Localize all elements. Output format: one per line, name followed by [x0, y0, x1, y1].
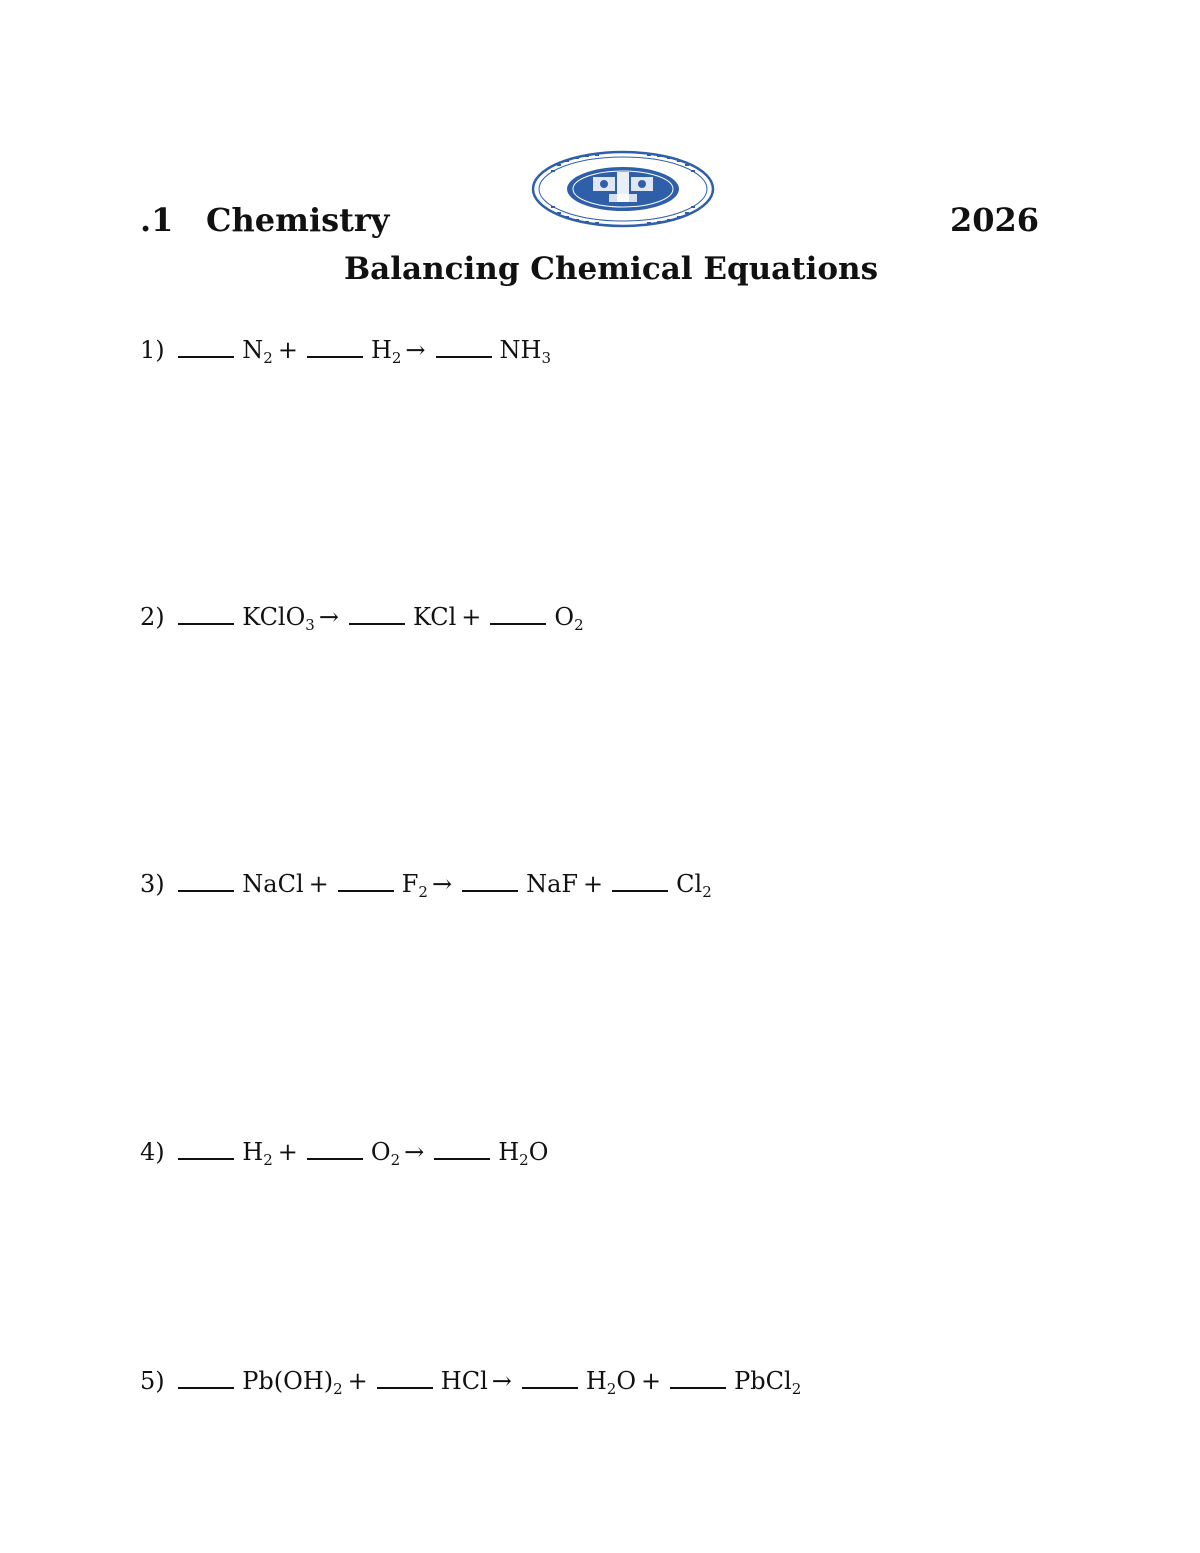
chemical-formula — [242, 1138, 273, 1169]
chemical-formula — [734, 1367, 802, 1398]
formula-text: KClO — [242, 603, 306, 631]
chemical-formula — [370, 336, 402, 367]
chemical-formula — [413, 603, 456, 631]
chemical-formula — [498, 1138, 549, 1169]
chemical-formula — [401, 870, 428, 901]
worksheet-title: Balancing Chemical Equations — [343, 251, 879, 287]
chemical-formula — [242, 336, 273, 367]
coefficient-blank[interactable] — [612, 870, 668, 892]
formula-text: H — [370, 336, 392, 364]
coefficient-blank[interactable] — [462, 870, 518, 892]
formula-subscript: 3 — [541, 349, 552, 367]
formula-text: HCl — [440, 1367, 488, 1395]
reaction-arrow: → — [318, 603, 339, 631]
formula-subscript: 3 — [305, 616, 315, 634]
chemical-formula — [370, 1138, 401, 1169]
plus-sign: + — [277, 336, 298, 364]
formula-text: Cl — [676, 870, 703, 898]
formula-text: H — [498, 1138, 520, 1166]
subject-heading: Chemistry — [206, 201, 390, 239]
chemical-formula — [441, 1367, 488, 1395]
plus-sign: + — [461, 603, 482, 631]
chemical-formula — [585, 1367, 637, 1398]
chemical-formula — [242, 870, 303, 898]
equation-3 — [140, 868, 712, 900]
reaction-arrow: → — [404, 1138, 425, 1166]
coefficient-blank[interactable] — [178, 336, 234, 358]
coefficient-blank[interactable] — [178, 870, 234, 892]
formula-text: NaCl — [242, 870, 304, 898]
equation-label: 2) — [140, 603, 165, 631]
plus-sign: + — [308, 870, 329, 898]
formula-subscript: 2 — [606, 1380, 617, 1398]
formula-subscript: 2 — [391, 349, 402, 367]
formula-subscript: 2 — [263, 349, 273, 367]
equation-4 — [140, 1136, 548, 1168]
chemical-formula — [242, 1367, 343, 1398]
formula-text: O — [528, 1138, 549, 1166]
year-heading: 2026 — [949, 201, 1039, 239]
equation-label: 4) — [140, 1138, 165, 1166]
formula-subscript: 2 — [333, 1380, 343, 1398]
chemical-formula — [526, 870, 578, 898]
equation-5 — [140, 1365, 801, 1397]
formula-text: NH — [499, 336, 542, 364]
plus-sign: + — [583, 870, 604, 898]
coefficient-blank[interactable] — [178, 603, 234, 625]
plus-sign: + — [641, 1367, 662, 1395]
coefficient-blank[interactable] — [307, 336, 363, 358]
equation-label: 1) — [140, 336, 165, 364]
equation-1 — [140, 334, 551, 366]
formula-text: NaF — [526, 870, 579, 898]
reaction-arrow: → — [405, 336, 426, 364]
formula-text: H — [242, 1138, 264, 1166]
formula-text: H — [585, 1367, 607, 1395]
coefficient-blank[interactable] — [377, 1367, 433, 1389]
formula-text: PbCl — [734, 1367, 792, 1395]
coefficient-blank[interactable] — [307, 1138, 363, 1160]
formula-text: N — [242, 336, 264, 364]
coefficient-blank[interactable] — [349, 603, 405, 625]
formula-subscript: 2 — [418, 883, 428, 901]
reaction-arrow: → — [491, 1367, 512, 1395]
coefficient-blank[interactable] — [178, 1367, 234, 1389]
formula-subscript: 2 — [791, 1380, 802, 1398]
formula-subscript: 2 — [702, 883, 712, 901]
chemical-formula — [554, 603, 584, 634]
formula-text: F — [401, 870, 419, 898]
coefficient-blank[interactable] — [434, 1138, 490, 1160]
formula-text: KCl — [412, 603, 457, 631]
formula-text: O — [616, 1367, 637, 1395]
worksheet-number: .1 — [140, 201, 174, 239]
coefficient-blank[interactable] — [670, 1367, 726, 1389]
reaction-arrow: → — [431, 870, 453, 898]
formula-subscript: 2 — [574, 616, 584, 634]
formula-text: O — [370, 1138, 391, 1166]
equation-label: 3) — [140, 870, 165, 898]
plus-sign: + — [277, 1138, 298, 1166]
plus-sign: + — [347, 1367, 368, 1395]
formula-text: O — [554, 603, 575, 631]
equation-2 — [140, 601, 584, 633]
coefficient-blank[interactable] — [178, 1138, 234, 1160]
chemical-formula — [242, 603, 315, 634]
school-seal-logo — [531, 150, 715, 228]
formula-subscript: 2 — [390, 1151, 401, 1169]
coefficient-blank[interactable] — [522, 1367, 578, 1389]
formula-subscript: 2 — [263, 1151, 273, 1169]
coefficient-blank[interactable] — [490, 603, 546, 625]
equation-label: 5) — [140, 1367, 165, 1395]
chemical-formula — [676, 870, 712, 901]
formula-subscript: 2 — [519, 1151, 529, 1169]
chemical-formula — [499, 336, 552, 367]
coefficient-blank[interactable] — [338, 870, 394, 892]
formula-text: Pb(OH) — [242, 1367, 334, 1395]
coefficient-blank[interactable] — [436, 336, 492, 358]
